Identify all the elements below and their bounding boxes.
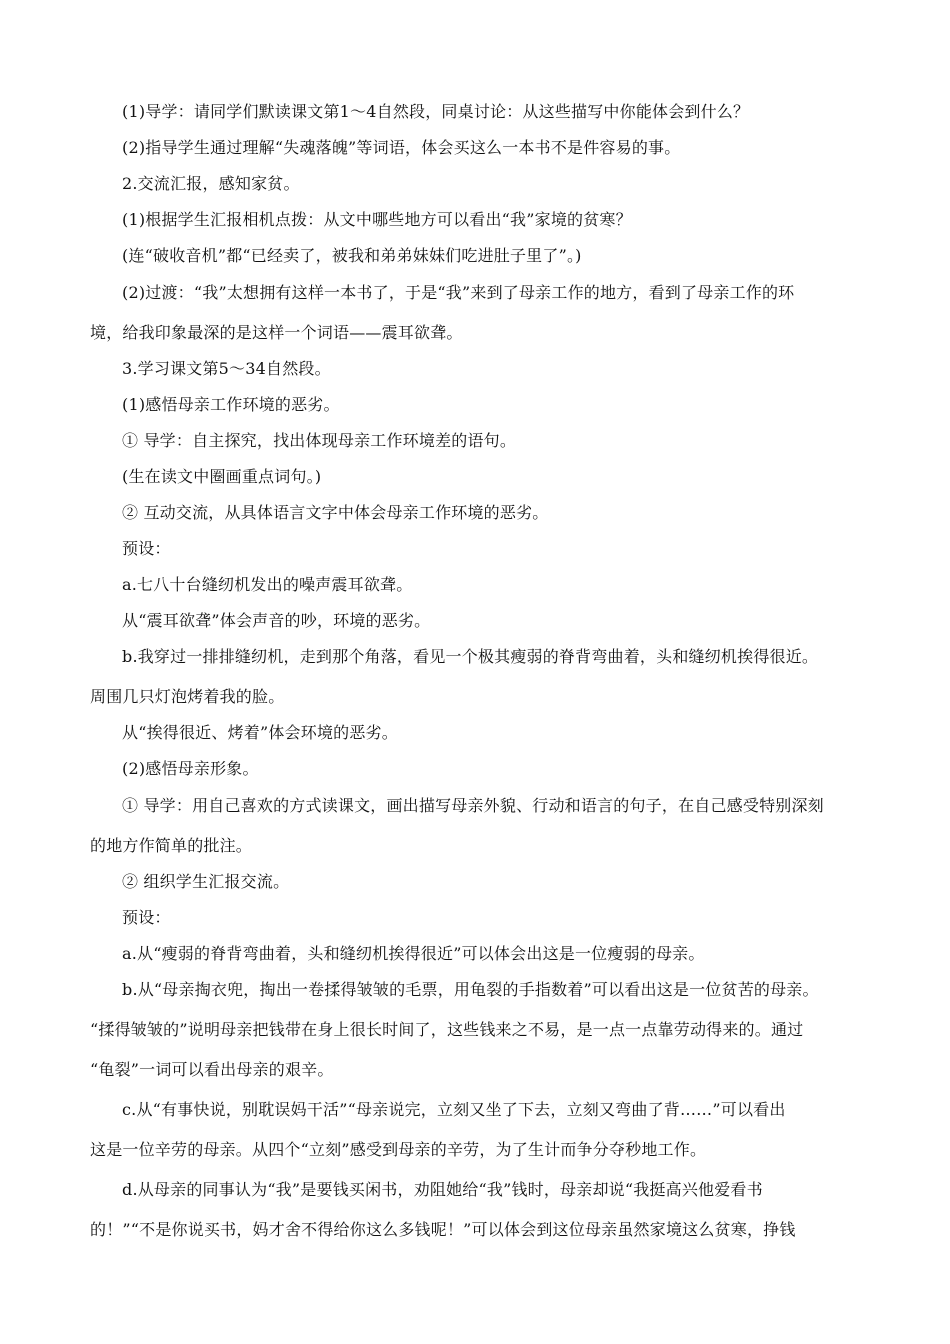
paragraph-line: (2)指导学生通过理解“失魂落魄”等词语，体会买这么一本书不是件容易的事。 (122, 138, 681, 157)
paragraph-line: (连“破收音机”都“已经卖了，被我和弟弟妹妹们吃进肚子里了”。) (122, 246, 582, 265)
paragraph-line: (1)根据学生汇报相机点拨：从文中哪些地方可以看出“我”家境的贫寒？ (122, 210, 632, 229)
paragraph-line: (生在读文中圈画重点词句。) (122, 467, 322, 486)
paragraph-line: b.从“母亲掏衣兜，掏出一卷揉得皱皱的毛票，用龟裂的手指数着”可以看出这是一位贫苦的母亲。 (122, 980, 819, 999)
paragraph-line: ② 组织学生汇报交流。 (122, 872, 290, 891)
paragraph-line: 预设： (122, 908, 171, 927)
paragraph-line: b.我穿过一排排缝纫机，走到那个角落，看见一个极其瘦弱的脊背弯曲着，头和缝纫机挨得很近。 (122, 647, 819, 666)
paragraph-line: d.从母亲的同事认为“我”是要钱买闲书，劝阻她给“我”钱时，母亲却说“我挺高兴他爱看书 (122, 1180, 763, 1199)
paragraph-line: 境，给我印象最深的是这样一个词语——震耳欲聋。 (90, 323, 463, 342)
paragraph-line: c.从“有事快说，别耽误妈干活”“母亲说完，立刻又坐了下去，立刻又弯曲了背……”可以看出 (122, 1100, 786, 1119)
paragraph-line: “龟裂”一词可以看出母亲的艰辛。 (90, 1060, 334, 1079)
paragraph-line: “揉得皱皱的”说明母亲把钱带在身上很长时间了，这些钱来之不易，是一点一点靠劳动得来的。通过 (90, 1020, 804, 1039)
paragraph-line: (1)感悟母亲工作环境的恶劣。 (122, 395, 340, 414)
paragraph-line: (2)过渡：“我”太想拥有这样一本书了，于是“我”来到了母亲工作的地方，看到了母亲工作的环 (122, 283, 795, 302)
paragraph-line: 的！”“不是你说买书，妈才舍不得给你这么多钱呢！”可以体会到这位母亲虽然家境这么贫寒，挣钱 (90, 1220, 796, 1239)
paragraph-line: 的地方作简单的批注。 (90, 836, 253, 855)
paragraph-line: ② 互动交流，从具体语言文字中体会母亲工作环境的恶劣。 (122, 503, 549, 522)
paragraph-line: ① 导学：用自己喜欢的方式读课文，画出描写母亲外貌、行动和语言的句子，在自己感受特别深刻 (122, 796, 824, 815)
paragraph-line: 从“挨得很近、烤着”体会环境的恶劣。 (122, 723, 398, 742)
paragraph-line: 预设： (122, 539, 171, 558)
section-heading: 3.学习课文第5～34自然段。 (122, 359, 331, 378)
paragraph-line: (2)感悟母亲形象。 (122, 759, 259, 778)
paragraph-line: 周围几只灯泡烤着我的脸。 (90, 687, 285, 706)
paragraph-line: ① 导学：自主探究，找出体现母亲工作环境差的语句。 (122, 431, 517, 450)
paragraph-line: 从“震耳欲聋”体会声音的吵，环境的恶劣。 (122, 611, 431, 630)
paragraph-line: a.七八十台缝纫机发出的噪声震耳欲聋。 (122, 575, 413, 594)
paragraph-line: (1)导学：请同学们默读课文第1～4自然段，同桌讨论：从这些描写中你能体会到什么？ (122, 102, 750, 121)
section-heading: 2.交流汇报，感知家贫。 (122, 174, 300, 193)
paragraph-line: 这是一位辛劳的母亲。从四个“立刻”感受到母亲的辛劳，为了生计而争分夺秒地工作。 (90, 1140, 707, 1159)
paragraph-line: a.从“瘦弱的脊背弯曲着，头和缝纫机挨得很近”可以体会出这是一位瘦弱的母亲。 (122, 944, 705, 963)
